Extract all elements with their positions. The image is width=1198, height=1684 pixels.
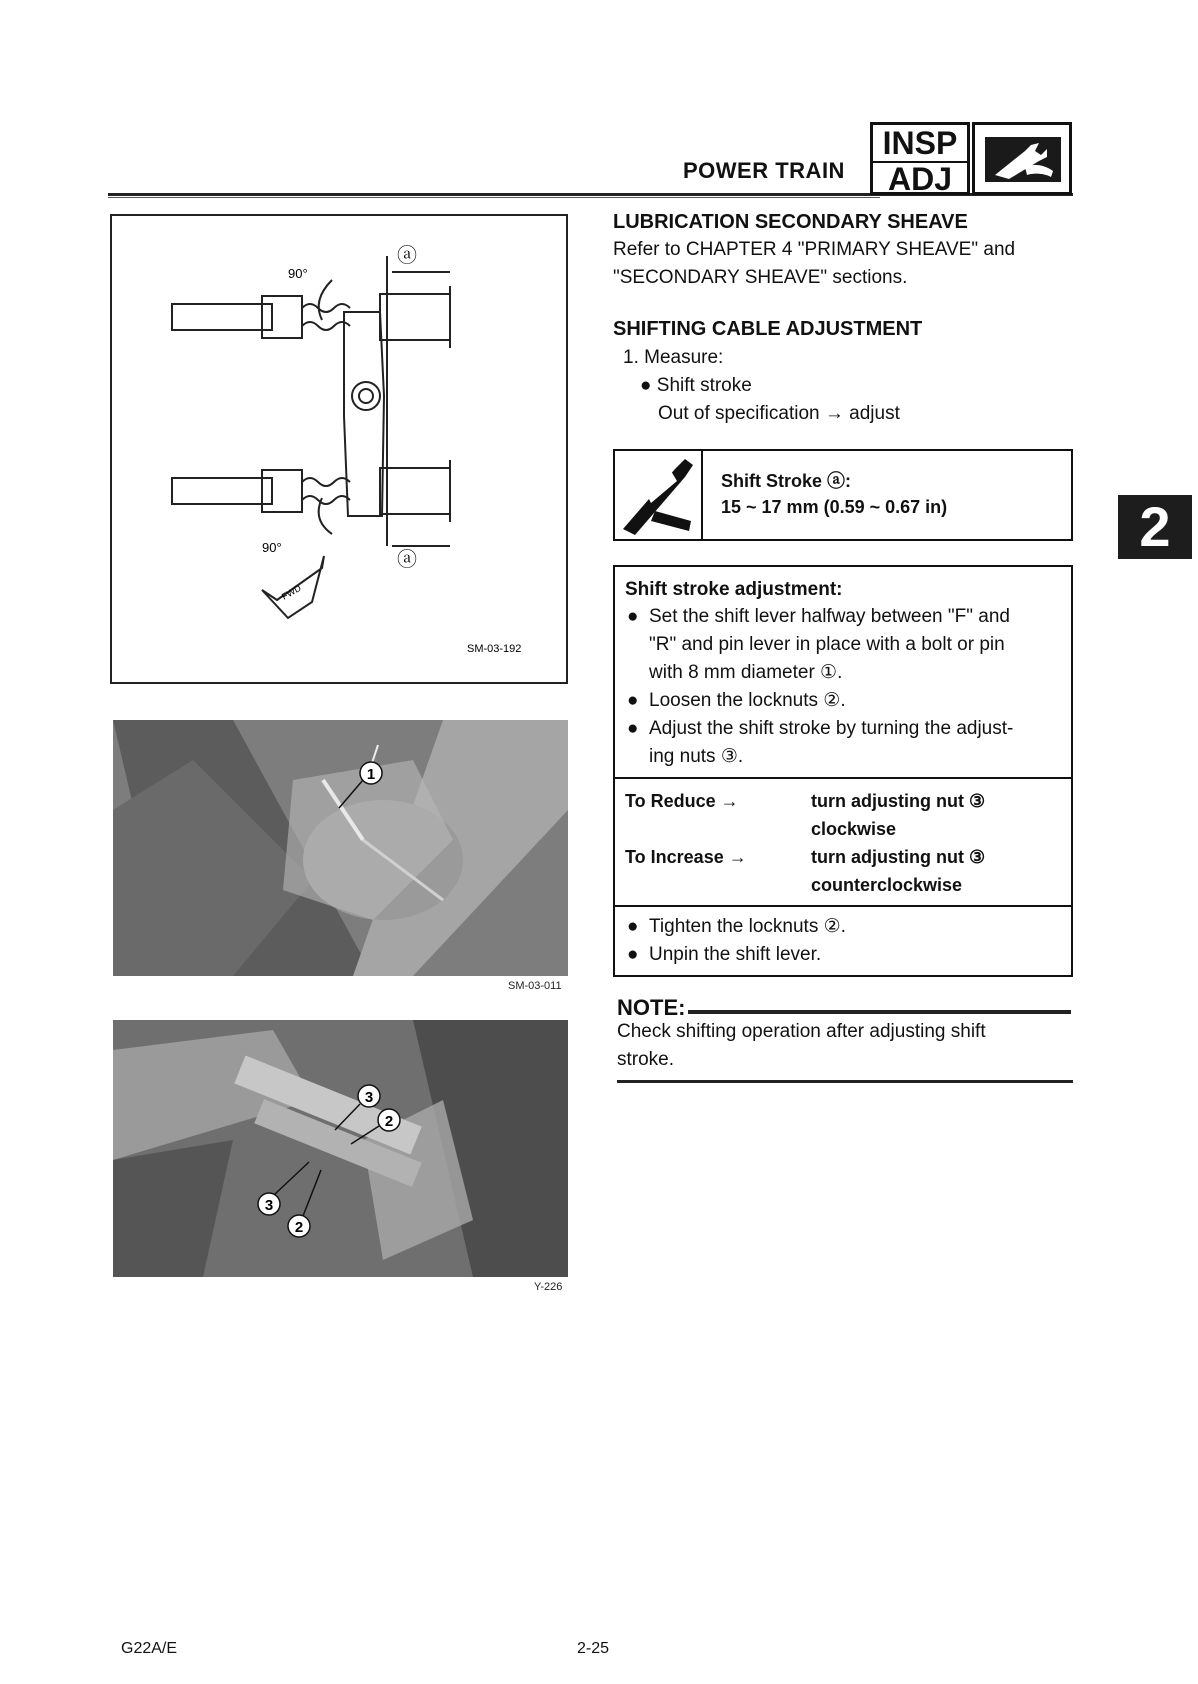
fwd-arrow-label: FWD: [280, 582, 303, 602]
badge-insp-text: INSP: [882, 125, 958, 161]
note-text: [617, 1018, 1073, 1074]
angle-label-bottom: 90°: [262, 540, 282, 555]
header-rule-thin: [108, 197, 880, 198]
shifting-bullet-text: Shift stroke: [656, 375, 752, 396]
caliper-drawing: [615, 451, 701, 539]
adjustment-title: Shift stroke adjustment:: [625, 579, 843, 600]
bullet-dot: ●: [627, 606, 639, 627]
linkage-drawing: [112, 216, 566, 682]
tool-icon-background: [985, 137, 1061, 182]
bullet-set-lever: [627, 603, 1065, 687]
photo2-callout-2-top: 2: [384, 1113, 394, 1130]
photo1-callout-1: 1: [366, 766, 376, 783]
shift-linkage-diagram: [110, 214, 568, 684]
bullet-dot: ●: [627, 718, 639, 739]
photo1-code: SM-03-011: [508, 980, 562, 992]
bullet-unpin: [627, 941, 1065, 969]
chapter-tab: 2: [1118, 495, 1192, 559]
note-heading: NOTE:: [617, 995, 686, 1020]
bullet-text: Loosen the locknuts ②.: [649, 690, 846, 711]
caliper-icon: [615, 451, 703, 539]
photo2-callout-3-top: 3: [364, 1089, 374, 1106]
bullet-tighten: [627, 913, 1065, 941]
increase-action-2: counterclockwise: [811, 875, 963, 895]
note-line-1: Check shifting operation after adjusting shift: [617, 1021, 986, 1042]
photo2-callout-2-bottom: 2: [294, 1219, 304, 1236]
lubrication-heading: LUBRICATION SECONDARY SHEAVE: [613, 211, 968, 233]
angle-label-top: 90°: [288, 266, 308, 281]
lubrication-line-1: Refer to CHAPTER 4 "PRIMARY SHEAVE" and: [613, 239, 1016, 260]
bullet-text: Adjust the shift stroke by turning the adjust-: [649, 718, 1014, 739]
photo-adjusting-nuts: [113, 1020, 568, 1277]
increase-label: To Increase →: [625, 847, 747, 867]
lubrication-line-2: "SECONDARY SHEAVE" sections.: [613, 267, 908, 288]
bullet-dot: ●: [627, 690, 639, 711]
spec-value: 15 ~ 17 mm (0.59 ~ 0.67 in): [721, 497, 948, 517]
bullet-dot: ●: [627, 944, 639, 965]
bullet-dot: ●: [627, 916, 639, 937]
note-end-rule: [617, 1080, 1073, 1083]
photo2-drawing: [113, 1020, 568, 1277]
spec-box: [613, 449, 1073, 541]
bullet-text: Set the shift lever halfway between "F" and: [649, 606, 1010, 627]
reduce-action-1: turn adjusting nut ③: [811, 791, 986, 811]
shifting-step-1: 1. Measure:: [623, 347, 724, 368]
bullet-text: Unpin the shift lever.: [649, 944, 822, 965]
reduce-action-2: clockwise: [811, 819, 897, 839]
bullet-text: with 8 mm diameter ①.: [649, 662, 843, 683]
bullet-text: "R" and pin lever in place with a bolt or pin: [649, 634, 1005, 655]
photo1-drawing: [113, 720, 568, 976]
photo2-code: Y-226: [534, 1281, 563, 1293]
photo2-callout-3-bottom: 3: [264, 1197, 274, 1214]
note-rule: [688, 1010, 1071, 1014]
bullet-loosen: [627, 687, 1065, 715]
bullet-text: ing nuts ③.: [649, 746, 744, 767]
dimension-label-a-bottom: ⓐ: [397, 549, 417, 571]
insp-adj-badge: [870, 122, 970, 195]
bullet-adjust: [627, 715, 1065, 771]
table-top-rule: [615, 777, 1071, 779]
increase-action-1: turn adjusting nut ③: [811, 847, 986, 867]
shifting-bullet: [640, 372, 752, 400]
spec-label: Shift Stroke ⓐ:: [721, 471, 852, 491]
photo-shift-lever-pinned: [113, 720, 568, 976]
section-title: POWER TRAIN: [683, 158, 845, 183]
wrench-hand-icon: [972, 122, 1072, 195]
note-line-2: stroke.: [617, 1049, 675, 1070]
wrench-icon: [985, 137, 1061, 182]
bullet-dot: ●: [640, 375, 652, 396]
bullet-text: Tighten the locknuts ②.: [649, 916, 846, 937]
shifting-heading: SHIFTING CABLE ADJUSTMENT: [613, 318, 923, 340]
dimension-label-a-top: ⓐ: [397, 245, 417, 267]
reduce-label: To Reduce →: [625, 791, 739, 811]
badge-adj-text: ADJ: [873, 161, 967, 195]
footer-page-number: 2-25: [577, 1640, 610, 1657]
footer-model: G22A/E: [121, 1640, 178, 1657]
diagram-code: SM-03-192: [467, 643, 522, 655]
table-bottom-rule: [615, 905, 1071, 907]
out-of-spec-line: Out of specification → adjust: [658, 403, 900, 424]
adjustment-procedure-box: [613, 565, 1073, 977]
